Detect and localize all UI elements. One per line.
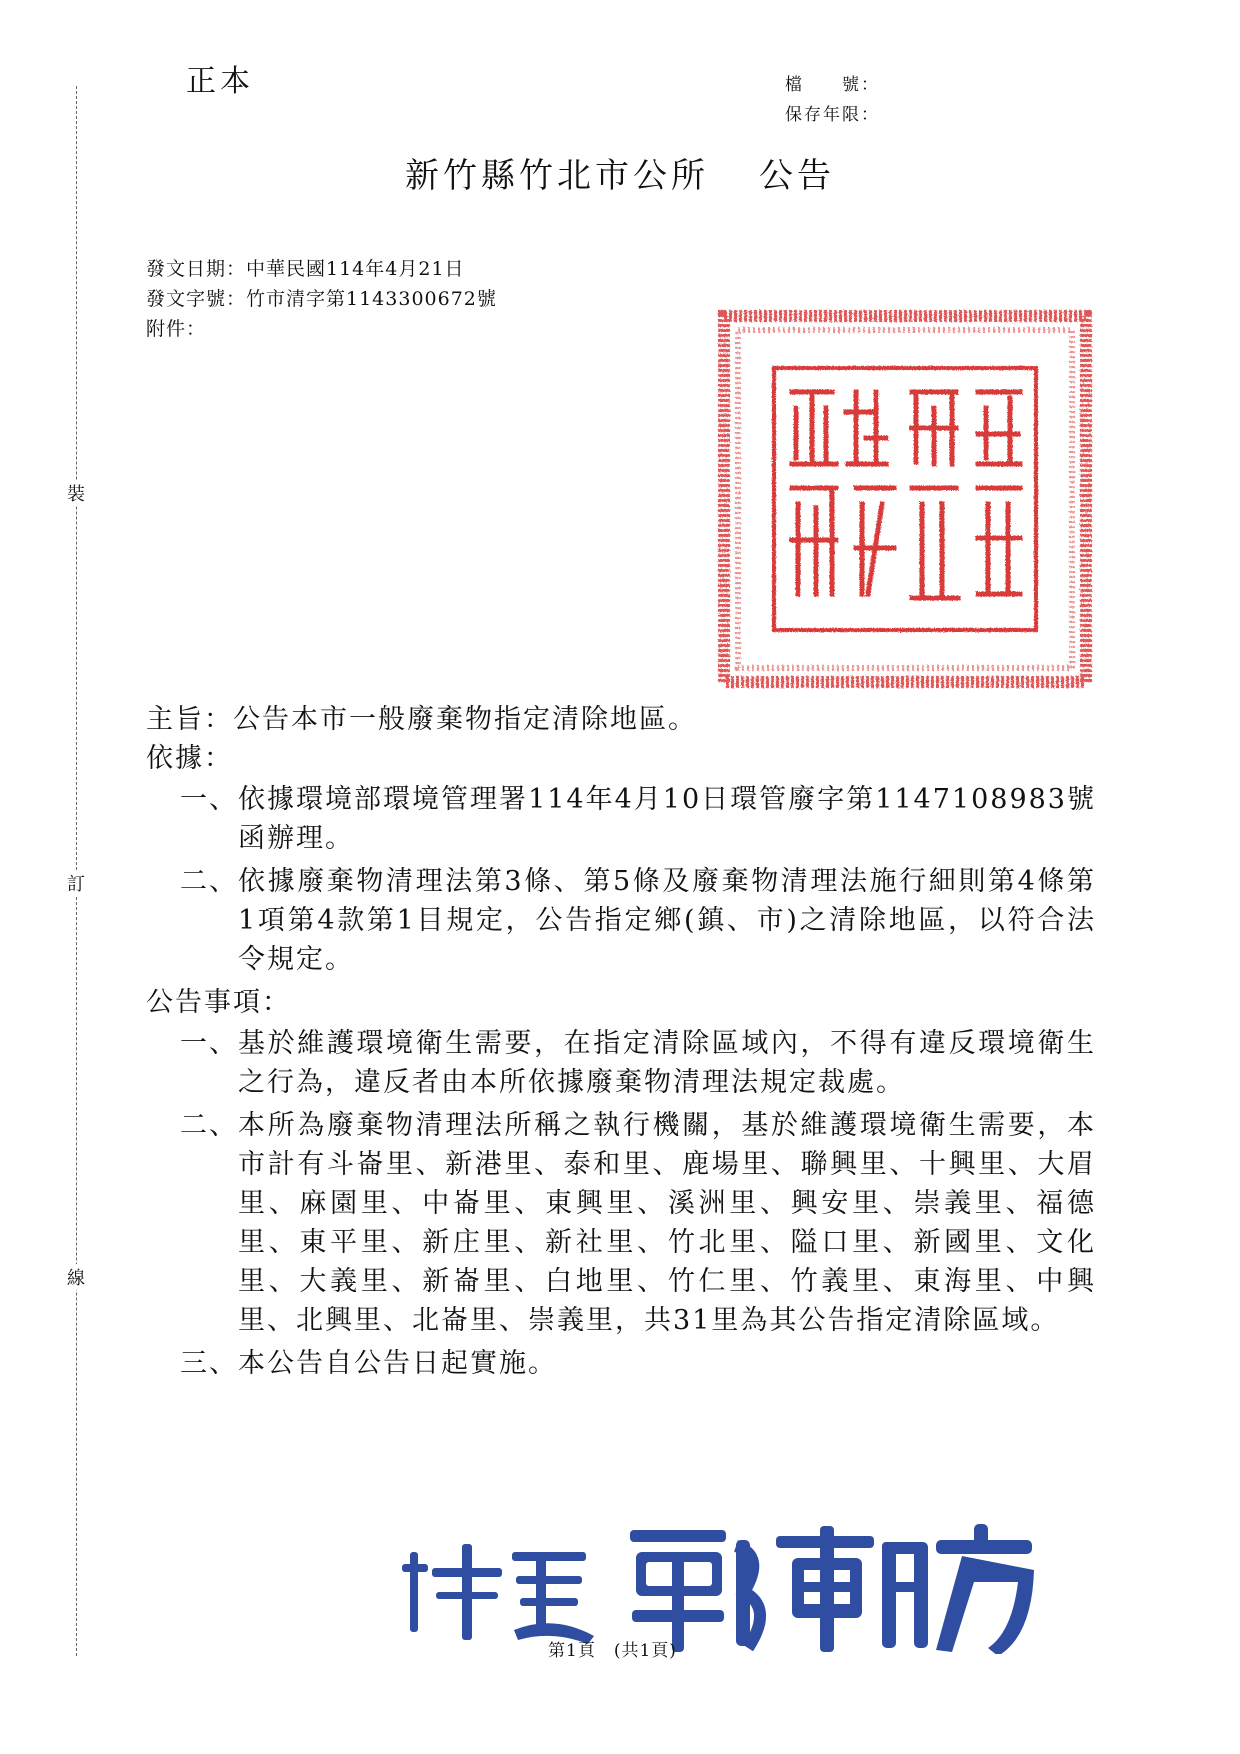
official-seal	[716, 308, 1094, 690]
binding-mark-ding: 訂	[62, 870, 90, 896]
item-number: 一、	[180, 784, 238, 815]
item-text: 依據廢棄物清理法第3條、第5條及廢棄物清理法施行細則第4條第1項第4款第1目規定，公告指定鄉(鎮、市)之清除地區，以符合法令規定。	[238, 866, 1096, 975]
page-number: 第1頁 (共1頁)	[548, 1641, 677, 1661]
agency-name: 新竹縣竹北市公所	[405, 156, 709, 196]
binding-mark-zhuang: 裝	[62, 480, 90, 506]
item-number: 三、	[180, 1348, 238, 1379]
issue-number: 發文字號：竹市清字第1143300672號	[146, 288, 497, 310]
item-text: 依據環境部環境管理署114年4月10日環管廢字第1147108983號函辦理。	[238, 784, 1096, 854]
binding-mark-xian: 線	[62, 1264, 90, 1290]
notice-heading: 公告事項：	[146, 987, 291, 1018]
copy-label: 正本	[186, 64, 254, 99]
document-type: 公告	[759, 156, 835, 196]
mayor-signature-stamp	[396, 1522, 1036, 1654]
basis-item	[180, 780, 1096, 858]
issue-date: 發文日期：中華民國114年4月21日	[146, 258, 465, 280]
notice-item	[180, 1024, 1096, 1102]
item-number: 二、	[180, 866, 238, 897]
item-text: 基於維護環境衛生需要，在指定清除區域內，不得有違反環境衛生之行為，違反者由本所依據廢棄物清理法規定裁處。	[238, 1028, 1096, 1098]
attachment-label: 附件：	[146, 318, 207, 340]
notice-item	[180, 1106, 1096, 1340]
item-text: 本公告自公告日起實施。	[238, 1348, 557, 1379]
document-title	[0, 148, 1240, 197]
file-number-label: 檔 號：	[785, 75, 880, 95]
item-text: 本所為廢棄物清理法所稱之執行機關，基於維護環境衛生需要，本市計有斗崙里、新港里、泰和里、鹿場里、聯興里、十興里、大眉里、麻園里、中崙里、東興里、溪洲里、興安里、崇義里、福德里、東平里、新庄里、新社里、竹北里、隘口里、新國里、文化里、大義里、新崙里、白地里、竹仁里、竹義里、東海里、中興里、北興里、北崙里、崇義里，共31里為其公告指定清除區域。	[238, 1110, 1096, 1336]
basis-item	[180, 862, 1096, 979]
notice-item	[180, 1344, 1096, 1383]
document-body	[146, 700, 1096, 1387]
item-number: 二、	[180, 1110, 238, 1141]
basis-heading: 依據：	[146, 743, 233, 774]
item-number: 一、	[180, 1028, 238, 1059]
retention-period-label: 保存年限：	[785, 105, 880, 125]
subject: 主旨：公告本市一般廢棄物指定清除地區。	[146, 704, 697, 735]
